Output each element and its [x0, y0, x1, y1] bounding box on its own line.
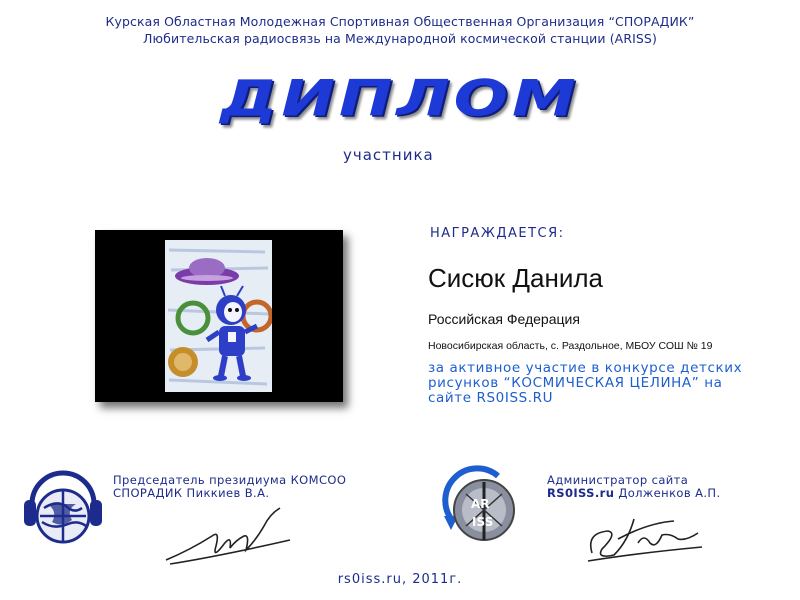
- participant-label: участника: [343, 146, 434, 164]
- recipient-country: Российская Федерация: [428, 311, 580, 327]
- chairman-title-line2: СПОРАДИК Пиккиев В.А.: [113, 486, 270, 500]
- globe-headphones-icon: [22, 464, 104, 552]
- admin-title-line2: [547, 487, 721, 500]
- sporadic-globe-logo: [22, 464, 104, 552]
- ariss-emblem-icon: [436, 464, 526, 550]
- award-reason: за активное участие в конкурсе детских рисунков “КОСМИЧЕСКАЯ ЦЕЛИНА” на сайте RS0ISS.RU: [428, 360, 743, 406]
- awarded-label: НАГРАЖДАЕТСЯ:: [430, 226, 565, 241]
- diploma-title: ДИПЛОМ: [220, 70, 580, 128]
- footer-site-year: rs0iss.ru, 2011г.: [337, 572, 463, 587]
- recipient-address: Новосибирская область, с. Раздольное, МБОУ СОШ № 19: [428, 340, 713, 352]
- drawing-frame: [95, 230, 343, 402]
- admin-name: Долженков А.П.: [614, 486, 721, 500]
- chairman-title-line1: Председатель президиума КОМСОО: [113, 473, 347, 487]
- admin-signature: [578, 503, 708, 569]
- ariss-logo: [436, 464, 526, 550]
- organization-subtitle: Любительская радиосвязь на Международной космической станции (ARISS): [143, 31, 657, 46]
- drawing-image: [165, 240, 272, 392]
- admin-title: [547, 474, 721, 500]
- recipient-name: Сисюк Данила: [428, 263, 603, 293]
- child-drawing: [165, 240, 272, 392]
- admin-title-line1: Администратор сайта: [547, 473, 689, 487]
- admin-site: RS0ISS.ru: [547, 486, 615, 500]
- ariss-logo-ar: AR: [471, 497, 490, 511]
- chairman-signature: [160, 500, 300, 570]
- ariss-logo-iss: ISS: [472, 515, 494, 529]
- chairman-title: [113, 474, 346, 500]
- organization-header: Курская Областная Молодежная Спортивная Общественная Организация “СПОРАДИК”: [105, 14, 695, 29]
